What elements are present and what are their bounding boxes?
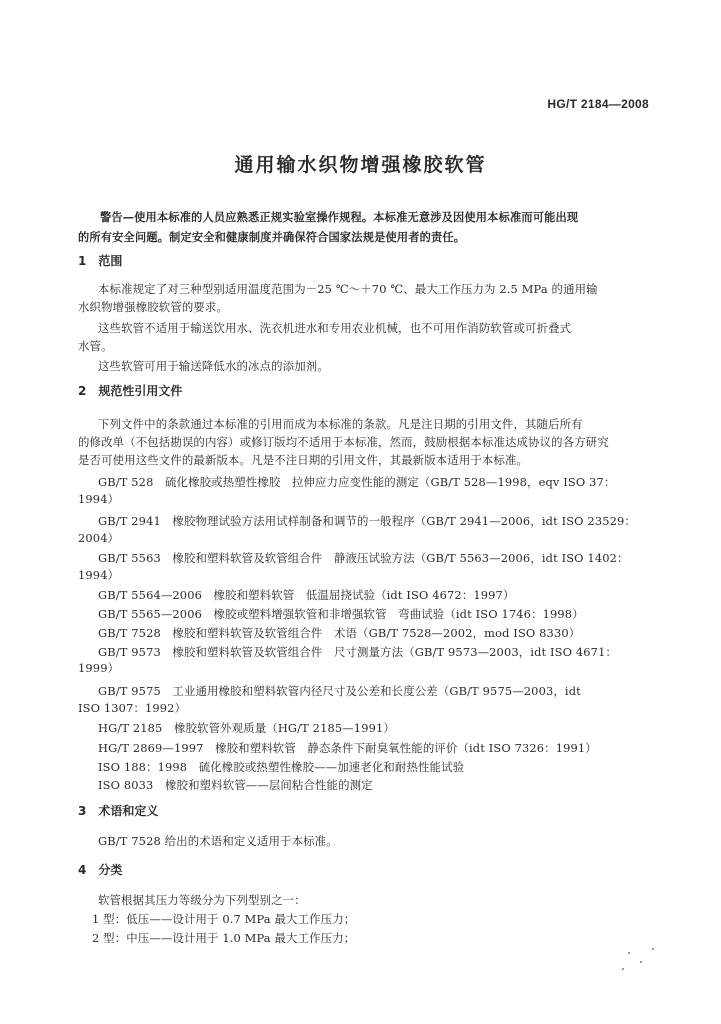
section-3-heading: 3 术语和定义 xyxy=(78,804,159,818)
ref-gbt-528-line-1: GB/T 528 硫化橡胶或热塑性橡胶 拉伸应力应变性能的测定（GB/T 528—1998，eqv ISO 37： xyxy=(98,475,616,489)
ref-gbt-9573-line-2: 1999） xyxy=(78,661,120,675)
ref-hgt-2185: HG/T 2185 橡胶软管外观质量（HG/T 2185—1991） xyxy=(98,721,395,735)
ref-gbt-7528: GB/T 7528 橡胶和塑料软管及软管组合件 术语（GB/T 7528—2002，mod ISO 8330） xyxy=(98,626,581,640)
section-1-heading: 1 范围 xyxy=(78,254,123,268)
terms-para: GB/T 7528 给出的术语和定义适用于本标准。 xyxy=(98,834,338,848)
ref-iso-188: ISO 188：1998 硫化橡胶或热塑性橡胶——加速老化和耐热性能试验 xyxy=(98,760,465,774)
ref-gbt-9575-line-1: GB/T 9575 工业通用橡胶和塑料软管内径尺寸及公差和长度公差（GB/T 9575—2003，idt xyxy=(98,684,581,698)
refs-intro-line-2: 的修改单（不包括勘误的内容）或修订版均不适用于本标准，然而，鼓励根据本标准达成协议的各方研究 xyxy=(78,435,609,449)
scope-para-1-line-2: 水织物增强橡胶软管的要求。 xyxy=(78,300,229,314)
ref-gbt-528-line-2: 1994） xyxy=(78,492,120,506)
scope-para-1-line-1: 本标准规定了对三种型别适用温度范围为－25 ℃～＋70 ℃、最大工作压力为 2.5 MPa 的通用输 xyxy=(98,282,598,296)
warning-line-2: 的所有安全问题。制定安全和健康制度并确保符合国家法规是使用者的责任。 xyxy=(78,231,466,244)
standard-code: HG/T 2184—2008 xyxy=(547,97,649,111)
ref-gbt-5564: GB/T 5564—2006 橡胶和塑料软管 低温屈挠试验（idt ISO 4672：1997） xyxy=(98,588,515,602)
ref-gbt-2941-line-2: 2004） xyxy=(78,531,120,545)
type-1-item: 1 型：低压——设计用于 0.7 MPa 最大工作压力； xyxy=(92,912,356,926)
ref-gbt-5563-line-2: 1994） xyxy=(78,568,120,582)
refs-intro-line-1: 下列文件中的条款通过本标准的引用而成为本标准的条款。凡是注日期的引用文件，其随后所有 xyxy=(98,417,583,431)
warning-line-1: 警告—使用本标准的人员应熟悉正规实验室操作规程。本标准无意涉及因使用本标准而可能出现 xyxy=(100,211,579,224)
ref-iso-8033: ISO 8033 橡胶和塑料软管——层间粘合性能的测定 xyxy=(98,778,373,792)
ref-gbt-5563-line-1: GB/T 5563 橡胶和塑料软管及软管组合件 静液压试验方法（GB/T 5563—2006，idt ISO 1402： xyxy=(98,551,629,565)
classification-intro: 软管根据其压力等级分为下列型别之一： xyxy=(98,893,306,907)
ref-gbt-2941-line-1: GB/T 2941 橡胶物理试验方法用试样制备和调节的一般程序（GB/T 2941—2006，idt ISO 23529： xyxy=(98,514,636,528)
type-2-item: 2 型：中压——设计用于 1.0 MPa 最大工作压力； xyxy=(92,931,356,945)
scope-para-3: 这些软管可用于输送降低水的冰点的添加剂。 xyxy=(98,359,329,373)
refs-intro-line-3: 是否可使用这些文件的最新版本。凡是不注日期的引用文件，其最新版本适用于本标准。 xyxy=(78,453,529,467)
scope-para-2-line-2: 水管。 xyxy=(78,339,113,353)
section-4-heading: 4 分类 xyxy=(78,863,123,877)
document-title: 通用输水织物增强橡胶软管 xyxy=(234,154,487,176)
section-2-heading: 2 规范性引用文件 xyxy=(78,384,183,398)
ref-gbt-9575-line-2: ISO 1307：1992） xyxy=(78,701,187,715)
ref-hgt-2869: HG/T 2869—1997 橡胶和塑料软管 静态条件下耐臭氧性能的评价（idt ISO 7326：1991） xyxy=(98,741,597,755)
ref-gbt-9573-line-1: GB/T 9573 橡胶和塑料软管及软管组合件 尺寸测量方法（GB/T 9573—2003，idt ISO 4671： xyxy=(98,645,618,659)
scope-para-2-line-1: 这些软管不适用于输送饮用水、洗衣机进水和专用农业机械，也不可用作消防软管或可折叠式 xyxy=(98,321,572,335)
ref-gbt-5565: GB/T 5565—2006 橡胶或塑料增强软管和非增强软管 弯曲试验（idt ISO 1746：1998） xyxy=(98,607,584,621)
